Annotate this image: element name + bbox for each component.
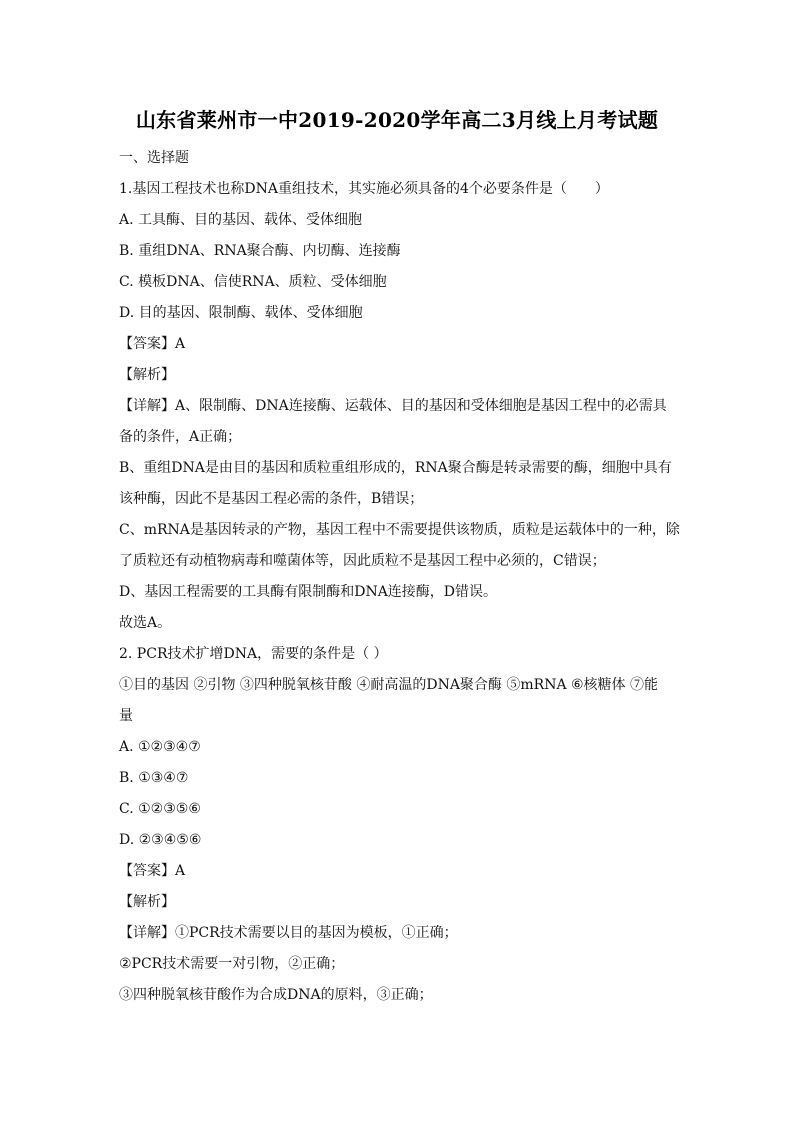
text-line: ①目的基因 ②引物 ③四种脱氧核苷酸 ④耐高温的DNA聚合酶 ⑤mRNA ⑥核糖体 ⑦能 — [119, 677, 659, 693]
text-line: ②PCR技术需要一对引物，②正确； — [119, 956, 345, 972]
text-line: 【答案】A — [119, 336, 186, 352]
text-line: B. ①③④⑦ — [119, 770, 189, 786]
text-line: B、重组DNA是由目的基因和质粒重组形成的，RNA聚合酶是转录需要的酶，细胞中具有 — [119, 460, 672, 476]
text-line: 量 — [119, 708, 133, 724]
text-line: 【解析】 — [119, 894, 175, 910]
text-line: 一、选择题 — [119, 150, 189, 166]
text-line: C. 模板DNA、信使RNA、质粒、受体细胞 — [119, 274, 387, 290]
text-line: 该种酶，因此不是基因工程必需的条件，B错误； — [119, 491, 424, 507]
text-line: A. 工具酶、目的基因、载体、受体细胞 — [119, 212, 363, 228]
text-line: D、基因工程需要的工具酶有限制酶和DNA连接酶，D错误。 — [119, 584, 498, 600]
text-line: 【答案】A — [119, 863, 186, 879]
text-line: C. ①②③⑤⑥ — [119, 801, 201, 817]
text-line: 2. PCR技术扩增DNA，需要的条件是（ ） — [119, 646, 388, 662]
text-line: B. 重组DNA、RNA聚合酶、内切酶、连接酶 — [119, 243, 401, 259]
text-line: C、mRNA是基因转录的产物，基因工程中不需要提供该物质，质粒是运载体中的一种，除 — [119, 522, 680, 538]
document-body — [119, 143, 679, 1011]
text-line: 备的条件，A正确； — [119, 429, 242, 445]
text-line: 故选A。 — [119, 615, 172, 631]
text-line: 了质粒还有动植物病毒和噬菌体等，因此质粒不是基因工程中必须的，C错误； — [119, 553, 606, 569]
text-line: 【详解】A、限制酶、DNA连接酶、运载体、目的基因和受体细胞是基因工程中的必需具 — [119, 398, 667, 414]
text-line: 【解析】 — [119, 367, 175, 383]
text-line: D. 目的基因、限制酶、载体、受体细胞 — [119, 305, 363, 321]
document-title: 山东省莱州市一中2019-2020学年高二3月线上月考试题 — [135, 108, 659, 132]
text-line: 1.基因工程技术也称DNA重组技术，其实施必须具备的4个必要条件是（ ） — [119, 181, 609, 197]
text-line: 【详解】①PCR技术需要以目的基因为模板，①正确； — [119, 925, 458, 941]
text-line: ③四种脱氧核苷酸作为合成DNA的原料，③正确； — [119, 987, 433, 1003]
text-line: D. ②③④⑤⑥ — [119, 832, 202, 848]
text-line: A. ①②③④⑦ — [119, 739, 201, 755]
